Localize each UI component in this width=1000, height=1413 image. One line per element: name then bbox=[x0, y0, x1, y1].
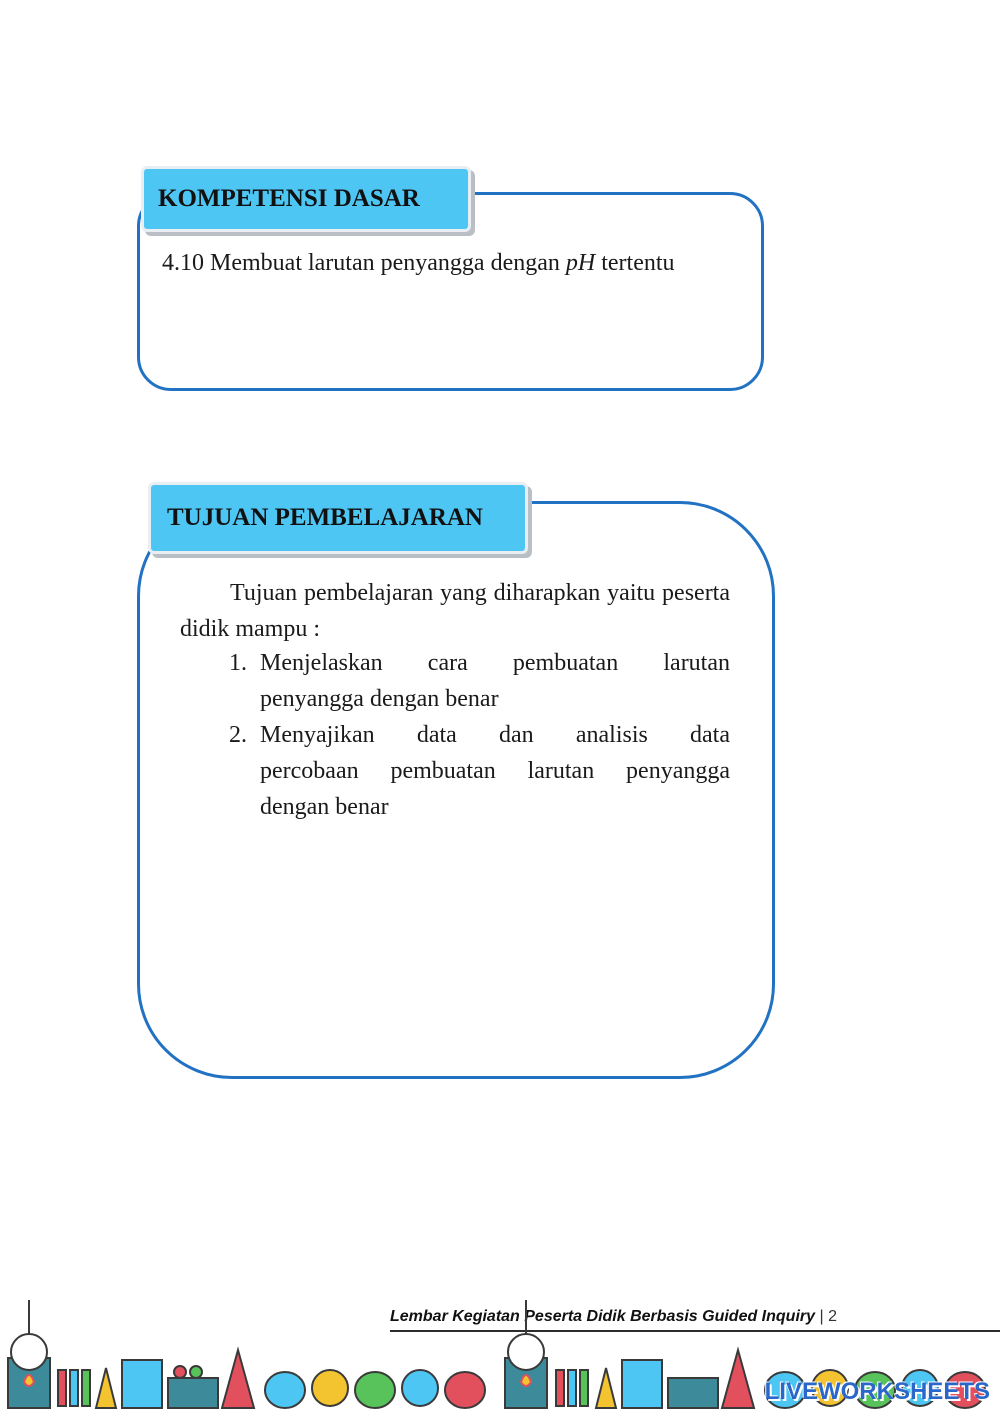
round-flask-icon bbox=[312, 1370, 348, 1406]
page-number: 2 bbox=[828, 1308, 837, 1325]
rack-icon bbox=[668, 1378, 718, 1408]
kompetensi-dasar-heading-text: KOMPETENSI DASAR bbox=[158, 185, 420, 212]
flame-icon bbox=[24, 1375, 34, 1386]
footer-title: Lembar Kegiatan Peserta Didik Berbasis Guided Inquiry | 2 bbox=[390, 1308, 837, 1325]
ph-italic: pH bbox=[565, 250, 596, 276]
round-flask-icon bbox=[445, 1372, 485, 1408]
tujuan-pembelajaran-heading bbox=[148, 482, 528, 554]
erlenmeyer-icon bbox=[222, 1350, 254, 1408]
list-text-line: Menjelaskan cara pembuatan larutan bbox=[260, 650, 730, 676]
test-tube-icon bbox=[556, 1370, 564, 1406]
round-flask-icon bbox=[11, 1334, 47, 1370]
test-tube-icon bbox=[70, 1370, 78, 1406]
flame-icon bbox=[521, 1375, 531, 1386]
rack-icon bbox=[168, 1378, 218, 1408]
round-flask-icon bbox=[265, 1372, 305, 1408]
beaker-icon bbox=[622, 1360, 662, 1408]
conical-flask-icon bbox=[96, 1368, 116, 1408]
test-tube-icon bbox=[58, 1370, 66, 1406]
kompetensi-dasar-heading bbox=[141, 166, 471, 232]
round-flask-icon bbox=[355, 1372, 395, 1408]
tujuan-intro: Tujuan pembelajaran yang diharapkan yaitu peserta didik mampu : bbox=[180, 580, 730, 642]
beaker-icon bbox=[122, 1360, 162, 1408]
list-text-line: dengan benar bbox=[260, 794, 389, 820]
list-number: 2. bbox=[229, 722, 247, 748]
list-text-line: percobaan pembuatan larutan penyangga bbox=[260, 758, 730, 784]
kompetensi-dasar-text: 4.10 Membuat larutan penyangga dengan pH tertentu bbox=[162, 250, 675, 276]
list-text-line: Menyajikan data dan analisis data bbox=[260, 722, 730, 748]
round-flask-icon bbox=[402, 1370, 438, 1406]
tujuan-pembelajaran-heading-text: TUJUAN PEMBELAJARAN bbox=[167, 504, 483, 531]
list-text-line: penyangga dengan benar bbox=[260, 686, 499, 712]
erlenmeyer-icon bbox=[722, 1350, 754, 1408]
liveworksheets-watermark: LIVEWORKSHEETS bbox=[764, 1378, 990, 1405]
test-tube-icon bbox=[568, 1370, 576, 1406]
test-tube-icon bbox=[580, 1370, 588, 1406]
list-item bbox=[229, 717, 730, 825]
conical-flask-icon bbox=[596, 1368, 616, 1408]
list-number: 1. bbox=[229, 650, 247, 676]
list-item bbox=[229, 645, 730, 717]
test-tube-icon bbox=[82, 1370, 90, 1406]
